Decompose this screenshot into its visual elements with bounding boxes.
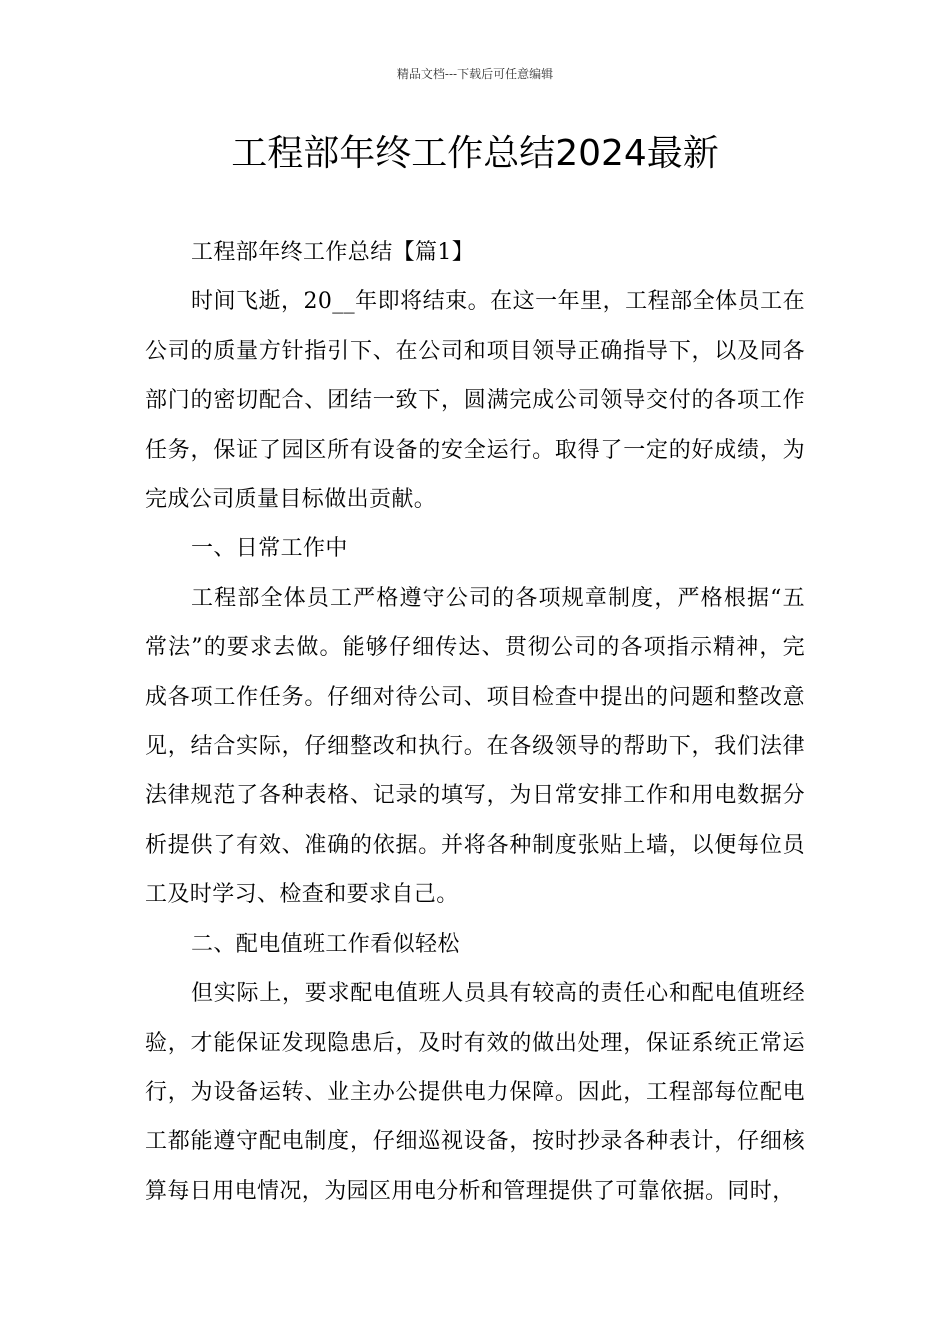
section-heading-power-duty: 二、配电值班工作看似轻松 <box>191 931 460 957</box>
document-title: 工程部年终工作总结2024最新 <box>231 133 719 174</box>
section-heading-part1: 工程部年终工作总结【篇1】 <box>191 240 475 265</box>
paragraph-power-duty: 但实际上，要求配电值班人员具有较高的责任心和配电值班经验，才能保证发现隐患后，及时有效的做出处理，保证系统正常运行，为设备运转、业主办公提供电力保障。因此，工程部每位配电工都能遵守配电制度，仔细巡视设备，按时抄录各种表计，仔细核算每日用电情况，为园区用电分析和管理提供了可靠依据。同时， <box>145 981 805 1204</box>
header-note: 精品文档---下载后可任意编辑 <box>396 67 554 81</box>
document-body <box>145 228 805 1216</box>
paragraph-intro: 时间飞逝，20__年即将结束。在这一年里，工程部全体员工在公司的质量方针指引下、在公司和项目领导正确指导下，以及同各部门的密切配合、团结一致下，圆满完成公司领导交付的各项工作任务，保证了园区所有设备的安全运行。取得了一定的好成绩，为完成公司质量目标做出贡献。 <box>145 289 805 513</box>
paragraph-daily-work: 工程部全体员工严格遵守公司的各项规章制度，严格根据“五常法”的要求去做。能够仔细传达、贯彻公司的各项指示精神，完成各项工作任务。仔细对待公司、项目检查中提出的问题和整改意见，结合实际，仔细整改和执行。在各级领导的帮助下，我们法律法律规范了各种表格、记录的填写，为日常安排工作和用电数据分析提供了有效、准确的依据。并将各种制度张贴上墙，以便每位员工及时学习、检查和要求自己。 <box>145 585 805 908</box>
section-heading-daily-work: 一、日常工作中 <box>191 536 348 562</box>
